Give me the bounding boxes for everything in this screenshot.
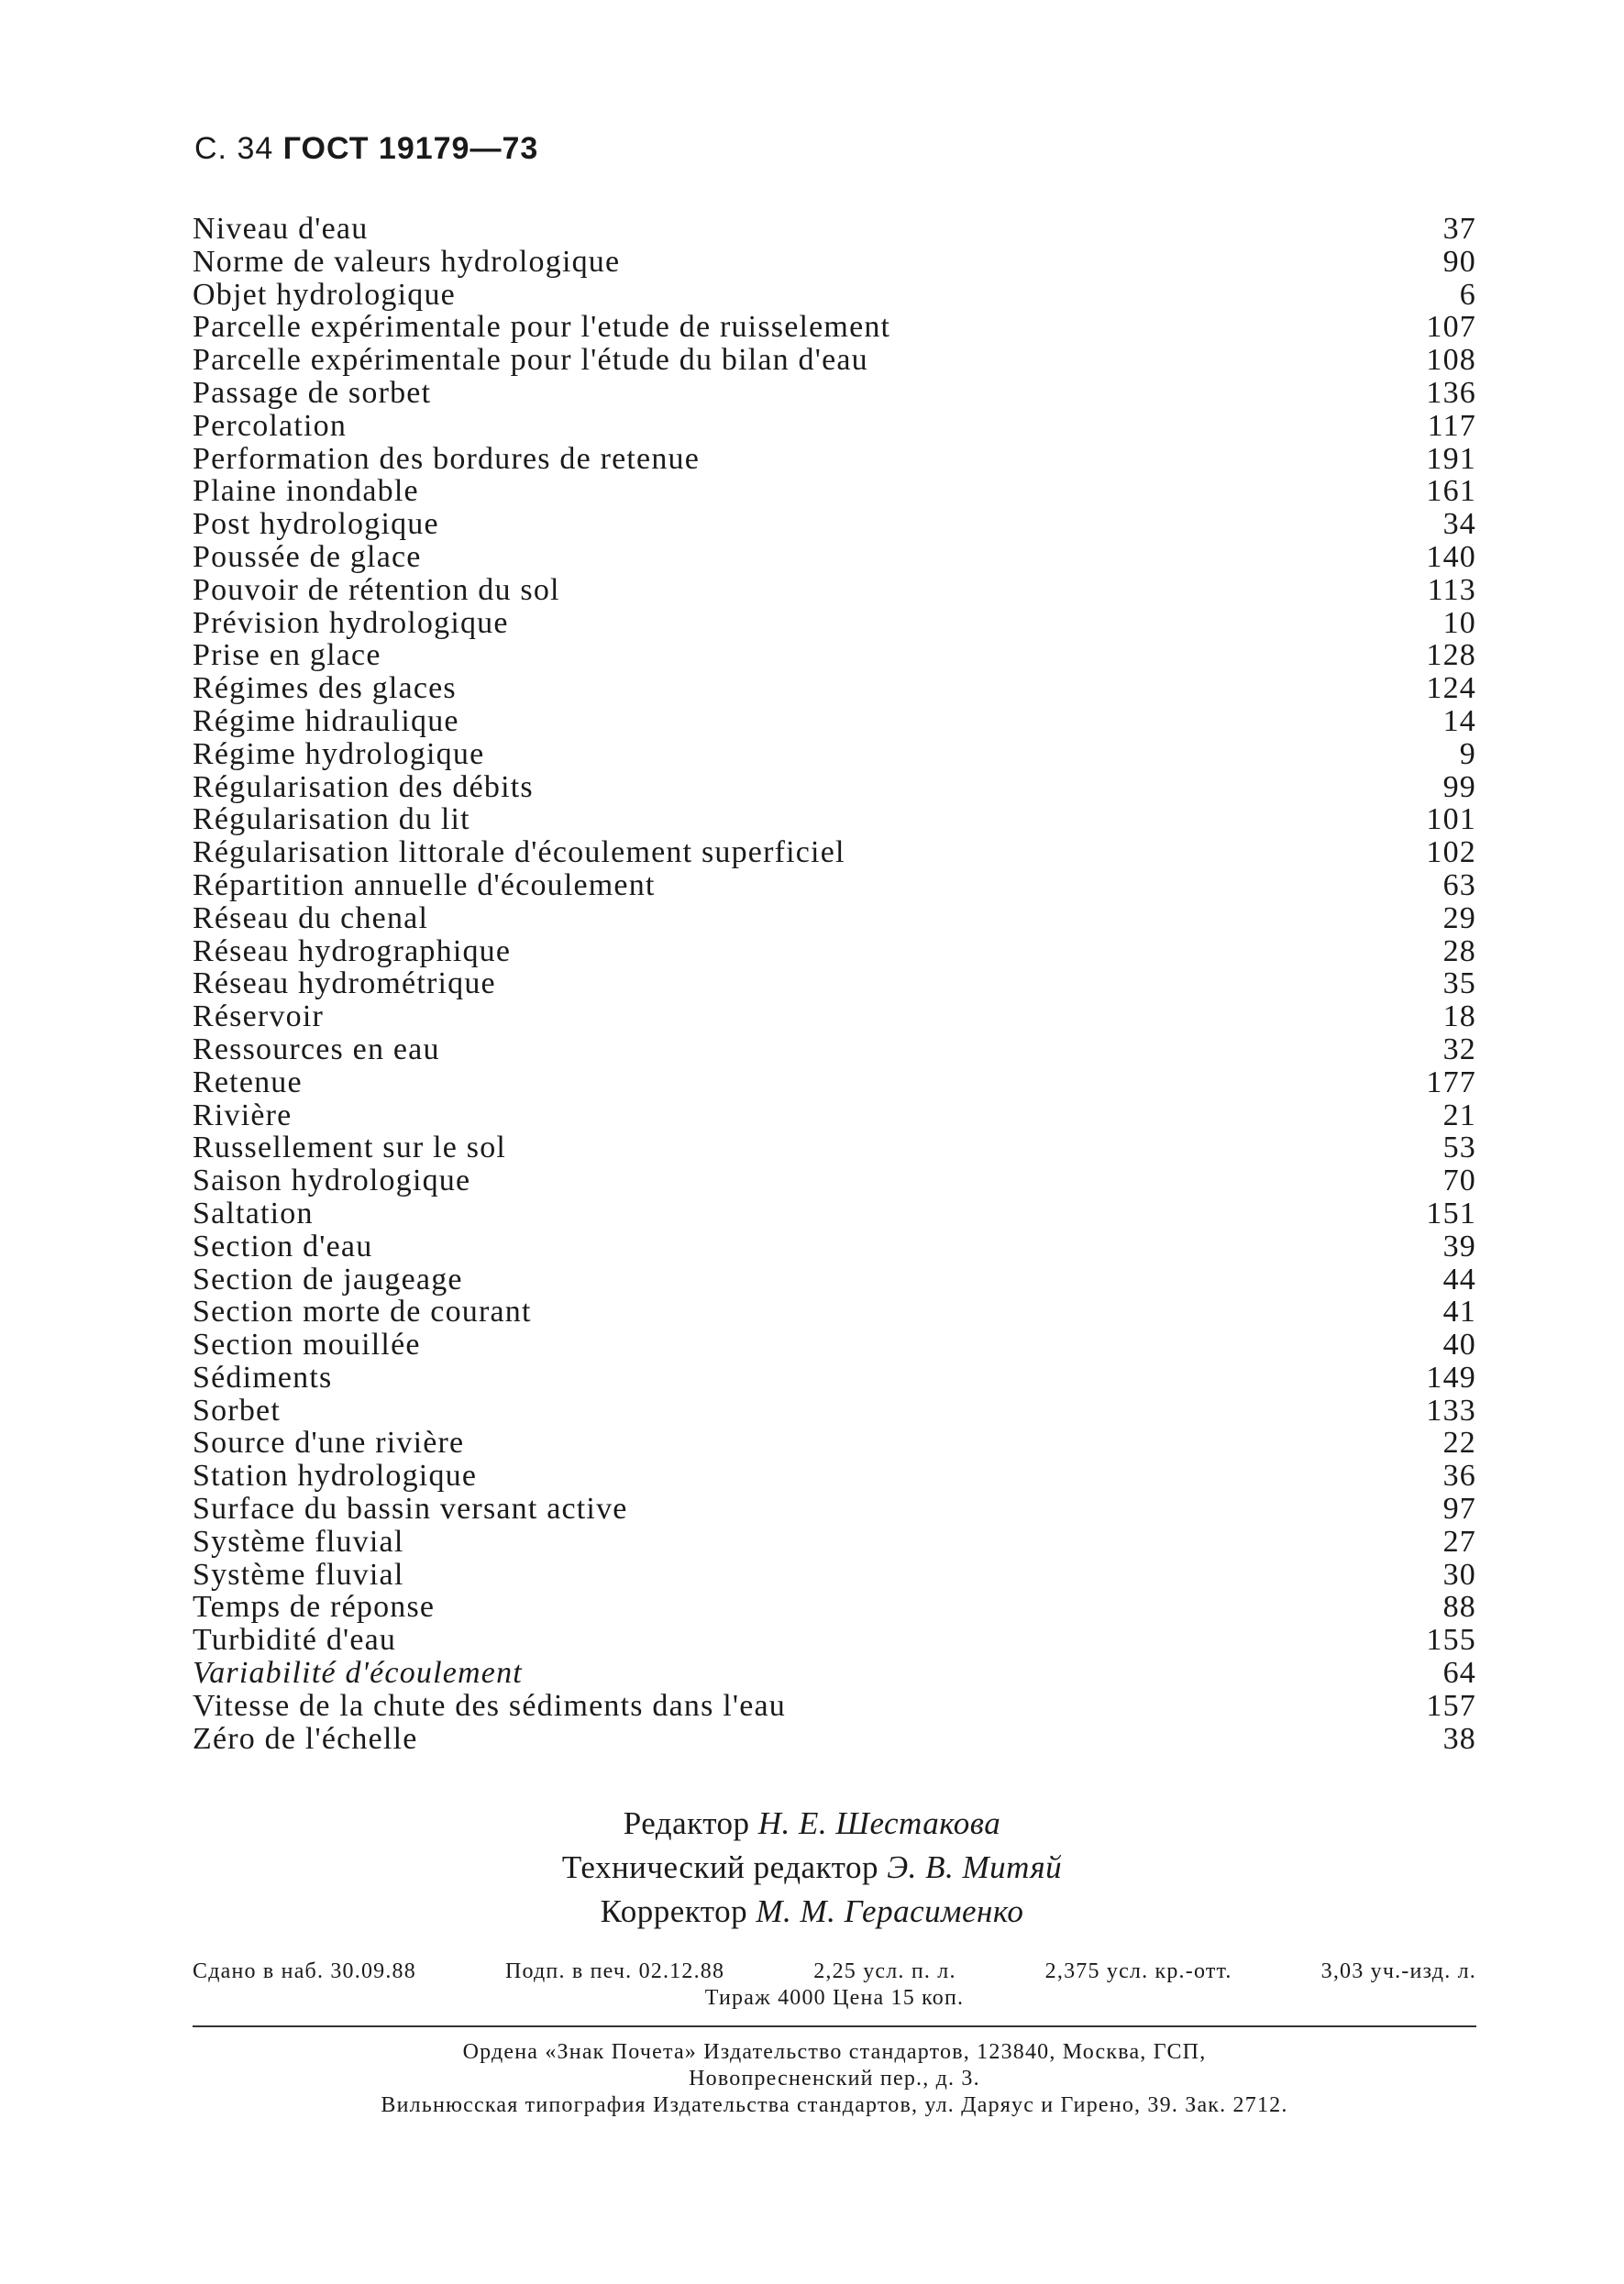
- imprint-publisher-sheets: 3,03 уч.-изд. л.: [1320, 1959, 1476, 1983]
- index-term: Réseau du chenal: [193, 900, 429, 935]
- index-term: Répartition annuelle d'écoulement: [193, 867, 656, 902]
- index-entry: [193, 475, 1476, 508]
- imprint-address: Новопресненский пер., д. 3.: [689, 2067, 980, 2091]
- imprint-printer: Вильнюсская типография Издательства стандартов, ул. Даряус и Гирено, 39. Зак. 2712.: [381, 2093, 1288, 2117]
- imprint: [193, 1959, 1476, 2118]
- index-term: Vitesse de la chute des sédiments dans l'eau: [193, 1688, 786, 1723]
- index-number: 155: [1426, 1623, 1476, 1658]
- index-number: 38: [1442, 1721, 1476, 1756]
- index-entry: [193, 738, 1476, 771]
- index-number: 40: [1442, 1328, 1476, 1363]
- tech-editor-role: Технический редактор: [561, 1849, 878, 1885]
- index-term: Prévision hydrologique: [193, 605, 509, 640]
- index-term: Russellement sur le sol: [193, 1131, 507, 1165]
- index-number: 136: [1426, 375, 1476, 410]
- index-term: Section morte de courant: [193, 1295, 532, 1330]
- index-entry: [193, 574, 1476, 607]
- index-term: Retenue: [193, 1065, 303, 1099]
- index-term: Zéro de l'échelle: [193, 1721, 418, 1756]
- index-number: 108: [1426, 343, 1476, 378]
- index-number: 99: [1442, 769, 1476, 804]
- index-term: Réseau hydrométrique: [193, 966, 496, 1001]
- index-entry: [193, 639, 1476, 672]
- index-term: Rivière: [193, 1098, 293, 1132]
- index-term: Sédiments: [193, 1360, 333, 1395]
- index-term: Parcelle expérimentale pour l'étude du bilan d'eau: [193, 343, 868, 378]
- index-number: 64: [1442, 1656, 1476, 1691]
- index-number: 6: [1459, 277, 1476, 312]
- index-term: Régularisation du lit: [193, 802, 470, 837]
- index-number: 9: [1459, 736, 1476, 771]
- index-entry: [193, 410, 1476, 443]
- index-entry: [193, 836, 1476, 869]
- index-number: 41: [1442, 1295, 1476, 1330]
- index-entry: [193, 1690, 1476, 1723]
- index-entry: [193, 1329, 1476, 1362]
- index-entry: [193, 1230, 1476, 1263]
- index-entry: [193, 935, 1476, 968]
- index-number: 14: [1442, 703, 1476, 738]
- page-header: [194, 131, 538, 167]
- index-term: Section mouillée: [193, 1328, 421, 1363]
- index-number: 53: [1442, 1131, 1476, 1165]
- index-list: [193, 213, 1476, 1755]
- index-entry: [193, 1591, 1476, 1624]
- index-number: 177: [1426, 1065, 1476, 1099]
- index-number: 28: [1442, 933, 1476, 968]
- index-number: 39: [1442, 1229, 1476, 1263]
- index-entry: [193, 1657, 1476, 1690]
- index-entry: [193, 1624, 1476, 1657]
- index-number: 97: [1442, 1492, 1476, 1527]
- index-number: 70: [1442, 1164, 1476, 1198]
- index-entry: [193, 443, 1476, 476]
- index-term: Norme de valeurs hydrologique: [193, 244, 621, 279]
- index-term: Parcelle expérimentale pour l'etude de ruisselement: [193, 310, 891, 345]
- index-term: Régime hidraulique: [193, 703, 459, 738]
- index-term: Post hydrologique: [193, 507, 439, 542]
- index-number: 35: [1442, 966, 1476, 1001]
- index-term: Régime hydrologique: [193, 736, 485, 771]
- index-number: 161: [1426, 474, 1476, 509]
- index-entry: [193, 1559, 1476, 1592]
- index-term: Ressources en eau: [193, 1032, 440, 1066]
- index-term: Surface du bassin versant active: [193, 1492, 628, 1527]
- index-number: 149: [1426, 1360, 1476, 1395]
- index-number: 88: [1442, 1590, 1476, 1625]
- index-term: Variabilité d'écoulement: [193, 1656, 523, 1691]
- index-number: 117: [1427, 408, 1476, 443]
- index-term: Système fluvial: [193, 1524, 404, 1559]
- index-number: 36: [1442, 1459, 1476, 1494]
- index-entry: [193, 1296, 1476, 1329]
- index-number: 151: [1426, 1196, 1476, 1230]
- editor-role: Редактор: [623, 1805, 750, 1841]
- index-term: Régularisation des débits: [193, 769, 534, 804]
- tech-editor-name: Э. В. Митяй: [887, 1849, 1063, 1885]
- index-term: Percolation: [193, 408, 348, 443]
- index-entry: [193, 1099, 1476, 1132]
- index-entry: [193, 1066, 1476, 1099]
- index-number: 102: [1426, 835, 1476, 870]
- corrector-name: М. М. Герасименко: [756, 1893, 1024, 1929]
- index-entry: [193, 607, 1476, 640]
- index-entry: [193, 1197, 1476, 1230]
- index-entry: [193, 1164, 1476, 1197]
- index-number: 107: [1426, 310, 1476, 345]
- index-number: 44: [1442, 1262, 1476, 1296]
- index-number: 133: [1426, 1393, 1476, 1428]
- imprint-circulation: Тираж 4000 Цена 15 коп.: [704, 1986, 965, 2010]
- index-number: 140: [1426, 539, 1476, 574]
- index-term: Section de jaugeage: [193, 1262, 463, 1296]
- index-entry: [193, 246, 1476, 279]
- corrector-role: Корректор: [600, 1893, 748, 1929]
- index-number: 10: [1442, 605, 1476, 640]
- index-entry: [193, 967, 1476, 1000]
- editor-name: Н. Е. Шестакова: [757, 1805, 1001, 1841]
- index-number: 37: [1442, 212, 1476, 246]
- index-term: Régimes des glaces: [193, 671, 457, 706]
- index-term: Passage de sorbet: [193, 375, 432, 410]
- index-number: 21: [1442, 1098, 1476, 1132]
- index-number: 29: [1442, 900, 1476, 935]
- imprint-color-sheets: 2,375 усл. кр.-отт.: [1044, 1959, 1232, 1983]
- index-term: Saltation: [193, 1196, 314, 1230]
- index-number: 18: [1442, 999, 1476, 1034]
- divider: [193, 2025, 1476, 2027]
- index-term: Plaine inondable: [193, 474, 419, 509]
- index-term: Saison hydrologique: [193, 1164, 471, 1198]
- index-term: Temps de réponse: [193, 1590, 436, 1625]
- index-entry: [193, 771, 1476, 804]
- index-number: 22: [1442, 1426, 1476, 1461]
- index-entry: [193, 869, 1476, 902]
- index-entry: [193, 1362, 1476, 1395]
- index-entry: [193, 672, 1476, 705]
- index-term: Section d'eau: [193, 1229, 373, 1263]
- index-term: Réseau hydrographique: [193, 933, 512, 968]
- index-term: Régularisation littorale d'écoulement superficiel: [193, 835, 845, 870]
- index-term: Objet hydrologique: [193, 277, 456, 312]
- index-entry: [193, 1263, 1476, 1296]
- index-entry: [193, 705, 1476, 738]
- index-entry: [193, 1033, 1476, 1066]
- index-entry: [193, 1395, 1476, 1428]
- index-term: Réservoir: [193, 999, 324, 1034]
- index-entry: [193, 1460, 1476, 1493]
- imprint-publisher: Ордена «Знак Почета» Издательство стандартов, 123840, Москва, ГСП,: [462, 2040, 1207, 2064]
- index-number: 30: [1442, 1557, 1476, 1592]
- index-number: 113: [1427, 572, 1476, 607]
- index-term: Sorbet: [193, 1393, 281, 1428]
- imprint-print-details: [193, 1959, 1476, 1984]
- index-number: 63: [1442, 867, 1476, 902]
- index-entry: [193, 1427, 1476, 1460]
- index-number: 101: [1426, 802, 1476, 837]
- index-term: Prise en glace: [193, 638, 381, 673]
- tech-editor-line: [0, 1846, 1624, 1890]
- index-entry: [193, 1131, 1476, 1164]
- index-entry: [193, 311, 1476, 344]
- index-number: 32: [1442, 1032, 1476, 1066]
- index-entry: [193, 1493, 1476, 1526]
- index-term: Performation des bordures de retenue: [193, 441, 701, 476]
- imprint-sheets: 2,25 усл. п. л.: [813, 1959, 956, 1983]
- index-number: 157: [1426, 1688, 1476, 1723]
- index-term: Pouvoir de rétention du sol: [193, 572, 560, 607]
- index-entry: [193, 344, 1476, 377]
- index-entry: [193, 377, 1476, 410]
- corrector-line: [0, 1890, 1624, 1934]
- index-term: Source d'une rivière: [193, 1426, 465, 1461]
- index-term: Système fluvial: [193, 1557, 404, 1592]
- index-number: 128: [1426, 638, 1476, 673]
- index-term: Niveau d'eau: [193, 212, 369, 246]
- index-entry: [193, 1526, 1476, 1559]
- index-entry: [193, 213, 1476, 246]
- index-entry: [193, 1723, 1476, 1756]
- index-number: 124: [1426, 671, 1476, 706]
- page-number: С. 34: [194, 131, 274, 166]
- index-entry: [193, 541, 1476, 574]
- index-term: Poussée de glace: [193, 539, 422, 574]
- index-entry: [193, 508, 1476, 541]
- index-number: 90: [1442, 244, 1476, 279]
- index-term: Turbidité d'eau: [193, 1623, 397, 1658]
- index-term: Station hydrologique: [193, 1459, 478, 1494]
- index-entry: [193, 279, 1476, 312]
- index-entry: [193, 1000, 1476, 1033]
- standard-code: ГОСТ 19179—73: [282, 131, 539, 166]
- index-number: 27: [1442, 1524, 1476, 1559]
- index-entry: [193, 803, 1476, 836]
- imprint-signed-date: Подп. в печ. 02.12.88: [504, 1959, 725, 1983]
- credits: [0, 1802, 1624, 1934]
- imprint-typeset-date: Сдано в наб. 30.09.88: [193, 1959, 416, 1983]
- index-entry: [193, 902, 1476, 935]
- editor-line: [0, 1802, 1624, 1846]
- index-number: 34: [1442, 507, 1476, 542]
- index-number: 191: [1426, 441, 1476, 476]
